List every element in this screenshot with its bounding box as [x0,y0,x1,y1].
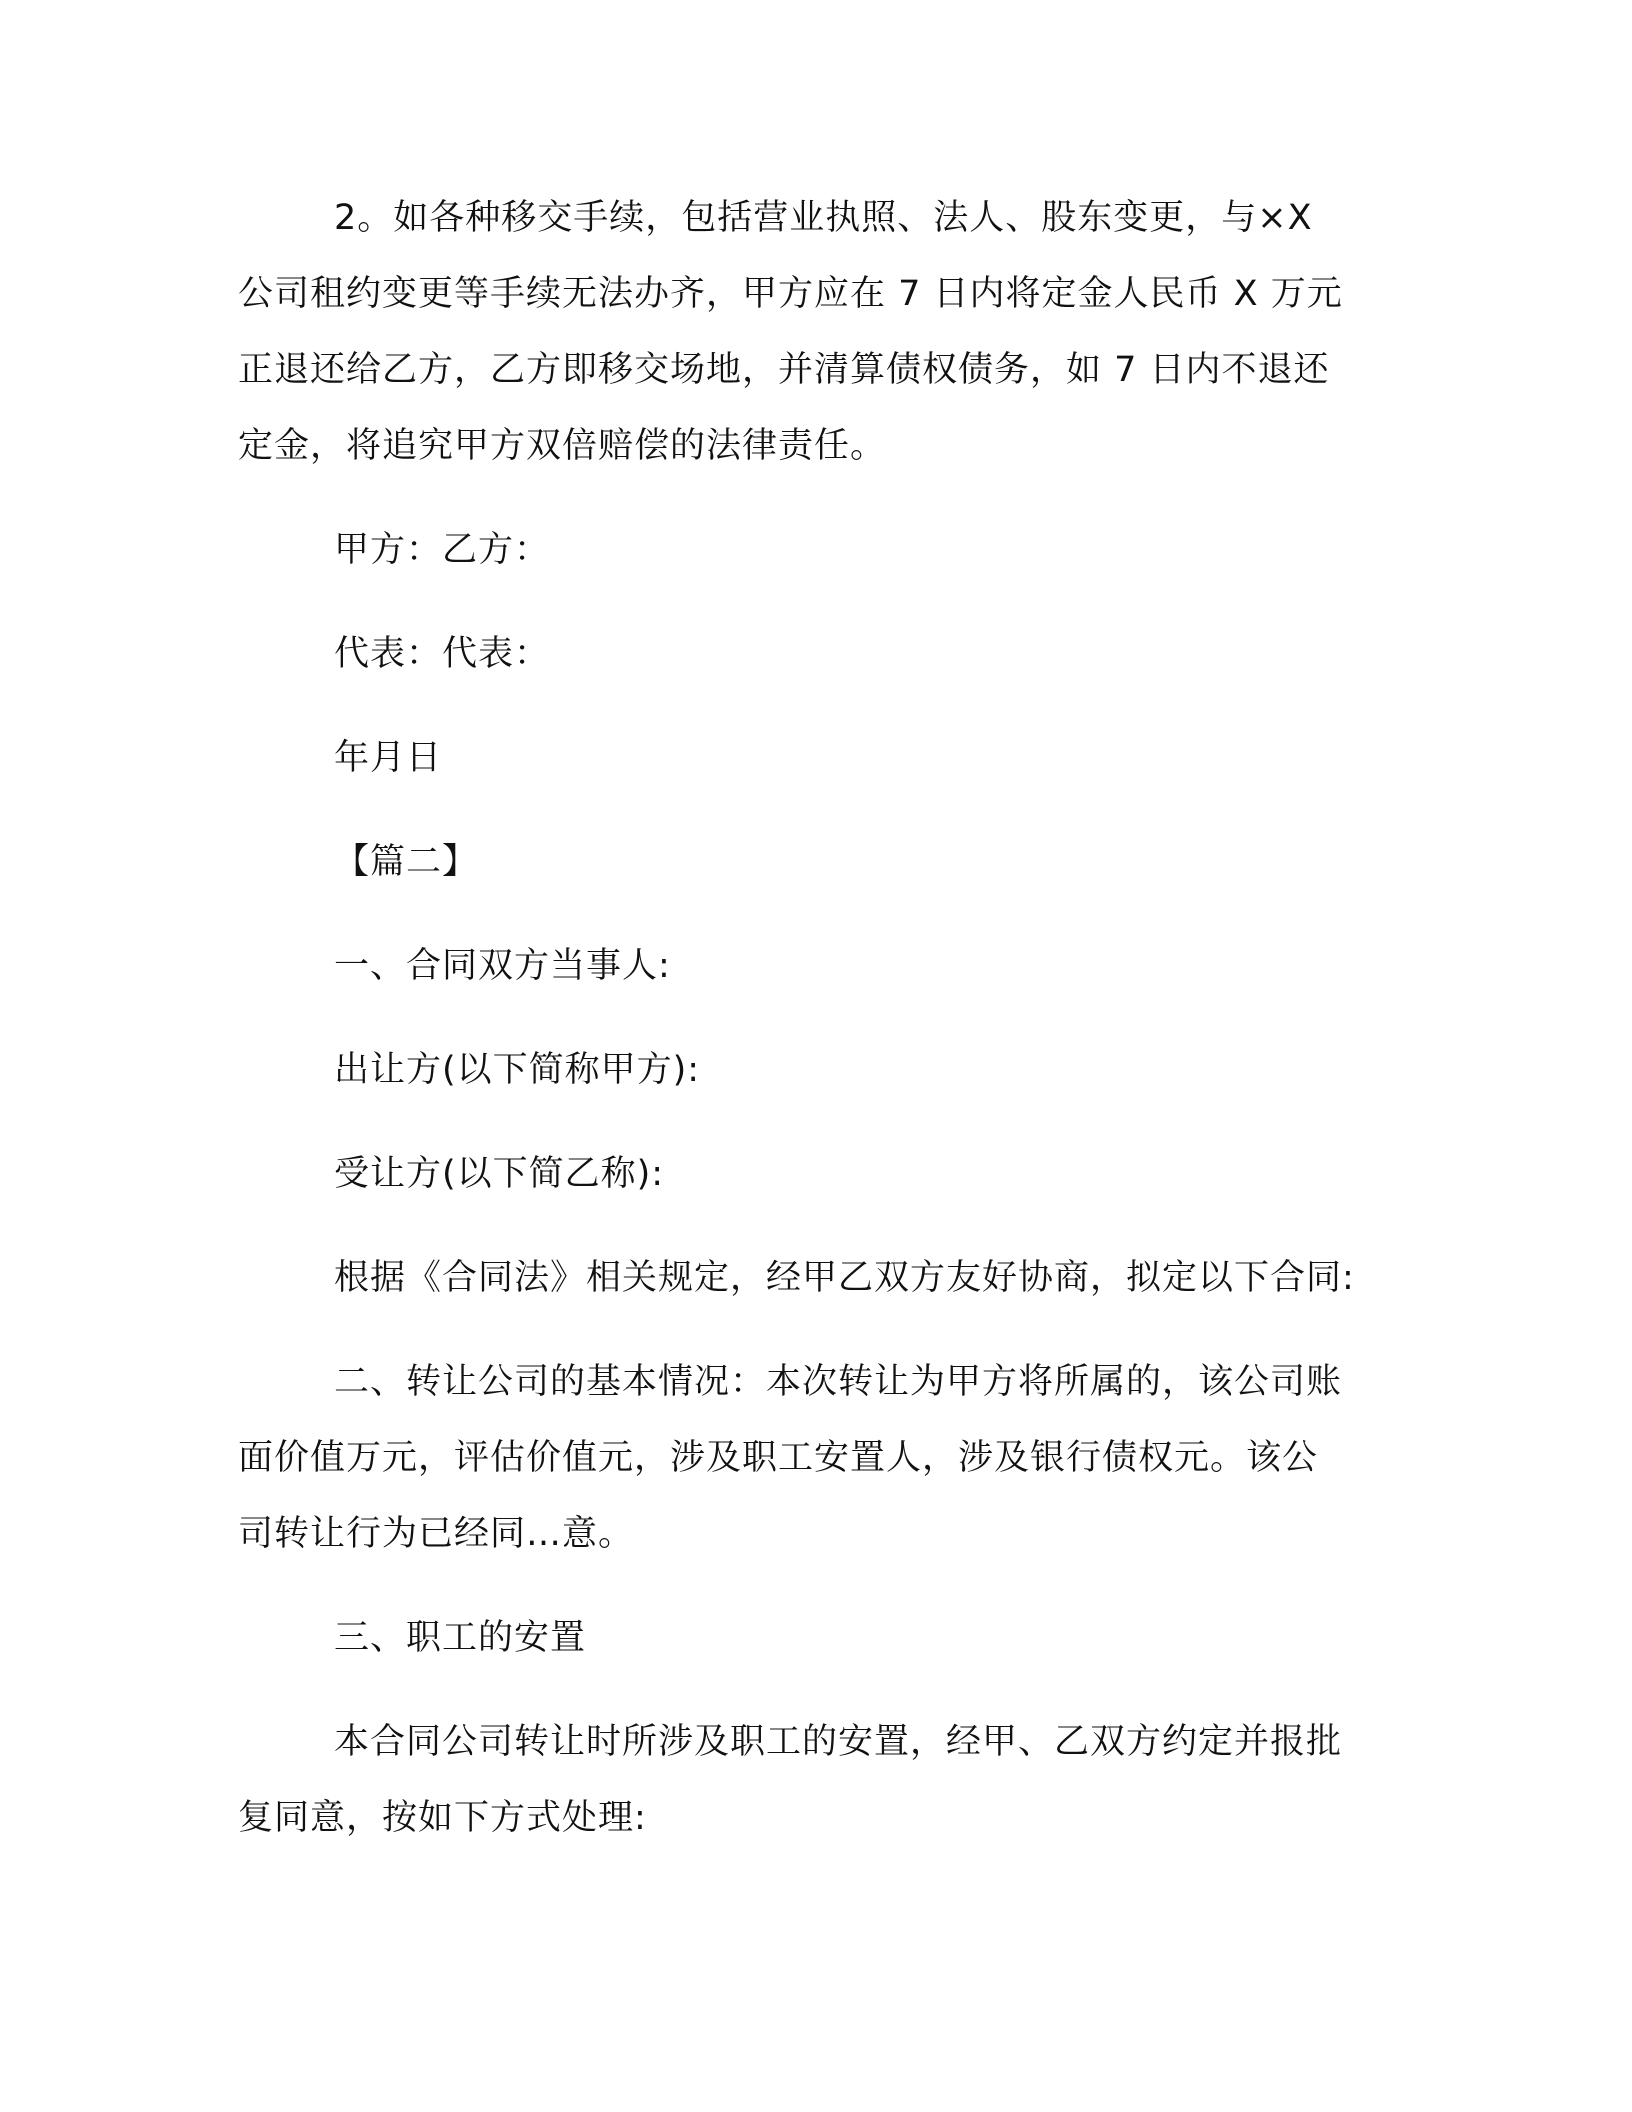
heading-employee-placement: 三、职工的安置 [334,1618,587,1658]
signature-representatives: 代表：代表： [334,634,551,674]
paragraph-company-info [238,1344,1398,1572]
signature-date: 年月日 [334,738,443,778]
text-line: 本合同公司转让时所涉及职工的安置，经甲、乙双方约定并报批 [334,1722,1343,1762]
transferee-line: 受让方(以下简乙称): [334,1154,665,1194]
text-line: 公司租约变更等手续无法办齐，甲方应在 7 日内将定金人民币 X 万元 [238,274,1343,314]
text-line: 二、转让公司的基本情况：本次转让为甲方将所属的，该公司账 [334,1362,1343,1402]
text-line: 复同意，按如下方式处理: [238,1798,647,1838]
section-title: 【篇二】 [334,842,479,882]
text-line: 正退还给乙方，乙方即移交场地，并清算债权债务，如 7 日内不退还 [238,350,1330,390]
heading-contract-parties: 一、合同双方当事人: [334,946,671,986]
signature-parties: 甲方：乙方： [334,530,551,570]
contract-basis-line: 根据《合同法》相关规定，经甲乙双方友好协商，拟定以下合同: [334,1258,1355,1298]
text-line: 定金，将追究甲方双倍赔偿的法律责任。 [238,426,887,466]
text-line: 2。如各种移交手续，包括营业执照、法人、股东变更，与×X [334,198,1313,238]
text-line: 司转让行为已经同…意。 [238,1514,635,1554]
paragraph-placement [238,1704,1398,1856]
paragraph-handover-clause [238,180,1398,484]
text-line: 面价值万元，评估价值元，涉及职工安置人，涉及银行债权元。该公 [238,1438,1319,1478]
transferor-line: 出让方(以下简称甲方): [334,1050,701,1090]
